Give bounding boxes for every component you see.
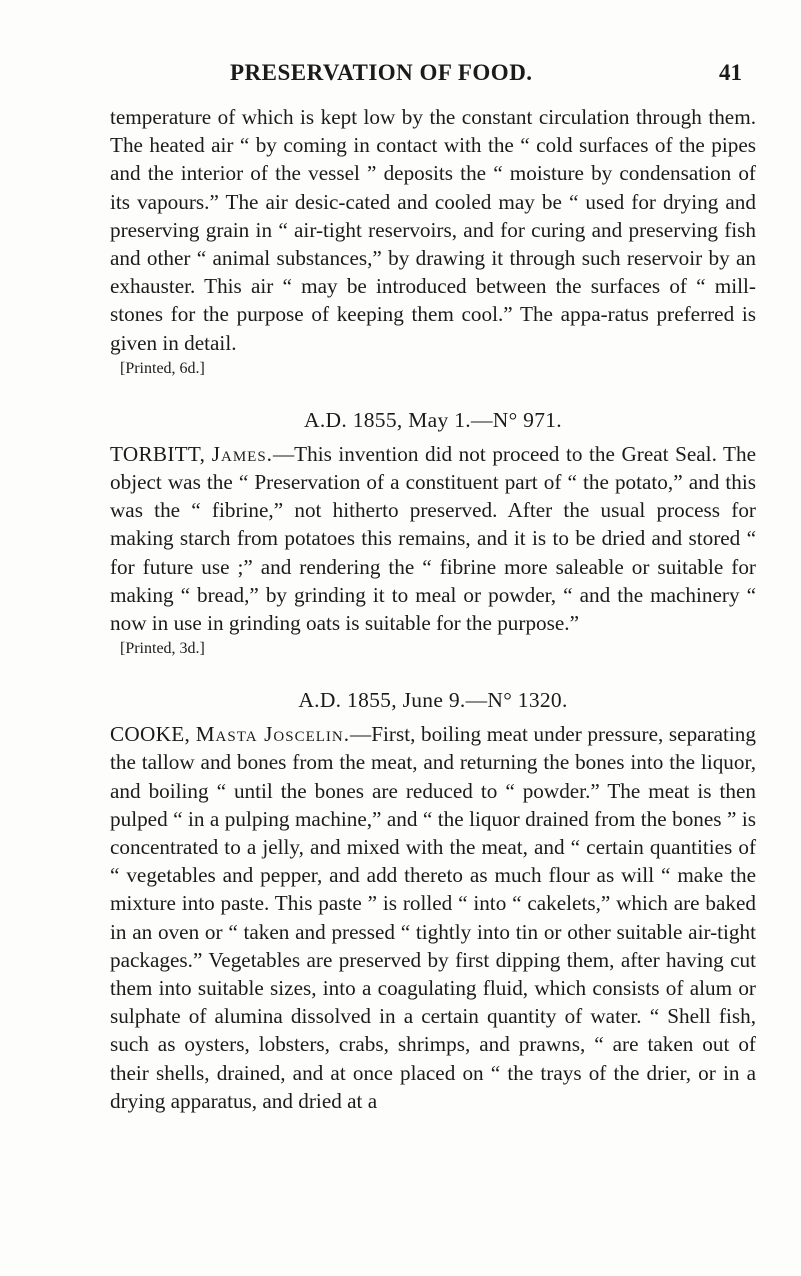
entry-forename: James. (211, 441, 273, 466)
entry-heading: A.D. 1855, June 9.—N° 1320. (298, 688, 568, 713)
printed-price: [Printed, 6d.] (120, 359, 205, 377)
entry-forename: Masta Joscelin. (195, 722, 351, 747)
entry-paragraph (110, 440, 756, 637)
page-body (110, 103, 756, 1115)
printed-price: [Printed, 3d.] (120, 640, 205, 658)
entry-heading: A.D. 1855, May 1.—N° 971. (304, 407, 562, 432)
entry-surname: TORBITT, (110, 441, 206, 466)
entry-text: —This invention did not proceed to the Great Seal. The object was the “ Preservation of a constituent part of “ the potato,” and this was the “ fibrine,” not hitherto preserved. After the usual process for making starch from potatoes this remains, and it is to be dried and stored “ for future use ;” and rendering the “ fibrine more saleable or suitable for making “ bread,” by grinding it to meal or powder, “ and the machinery “ now in use in grinding oats is suitable for the purpose.” (110, 441, 756, 636)
running-title: PRESERVATION OF FOOD. (230, 60, 533, 85)
entry-paragraph (110, 720, 756, 1115)
continuation-paragraph: temperature of which is kept low by the constant circulation through them. The heated air “ by coming in contact with the “ cold surfaces of the pipes and the interior of the vessel ” deposits the “ moisture by condensation of its vapours.” The air desic-cated and cooled may be “ used for drying and preserving grain in “ air-tight reservoirs, and for curing and preserving fish and other “ animal substances,” by drawing it through such reservoir by an exhauster. This air “ may be introduced between the surfaces of “ mill-stones for the purpose of keeping them cool.” The appa-ratus preferred is given in detail. (110, 105, 756, 355)
page-number: 41 (719, 60, 742, 85)
page-header (110, 60, 746, 90)
entry-text: —First, boiling meat under pressure, separating the tallow and bones from the meat, and returning the bones into the liquor, and boiling “ until the bones are reduced to “ powder.” The meat is then pulped “ in a pulping machine,” and “ the liquor drained from the bones ” is concentrated to a jelly, and mixed with the meat, and “ certain quantities of “ vegetables and pepper, and add thereto as much flour as will “ make the mixture into paste. This paste ” is rolled “ into “ cakelets,” which are baked in an oven or “ taken and pressed “ tightly into tin or other suitable air-tight packages.” Vegetables are preserved by first dipping them, after having cut them into suitable sizes, into a coagulating fluid, which consists of alum or sulphate of alumina dissolved in a certain quantity of water. “ Shell fish, such as oysters, lobsters, crabs, shrimps, and prawns, “ are taken out of their shells, drained, and at once placed on “ the trays of the drier, or in a drying apparatus, and dried at a (110, 722, 756, 1113)
entry-surname: COOKE, (110, 722, 191, 747)
